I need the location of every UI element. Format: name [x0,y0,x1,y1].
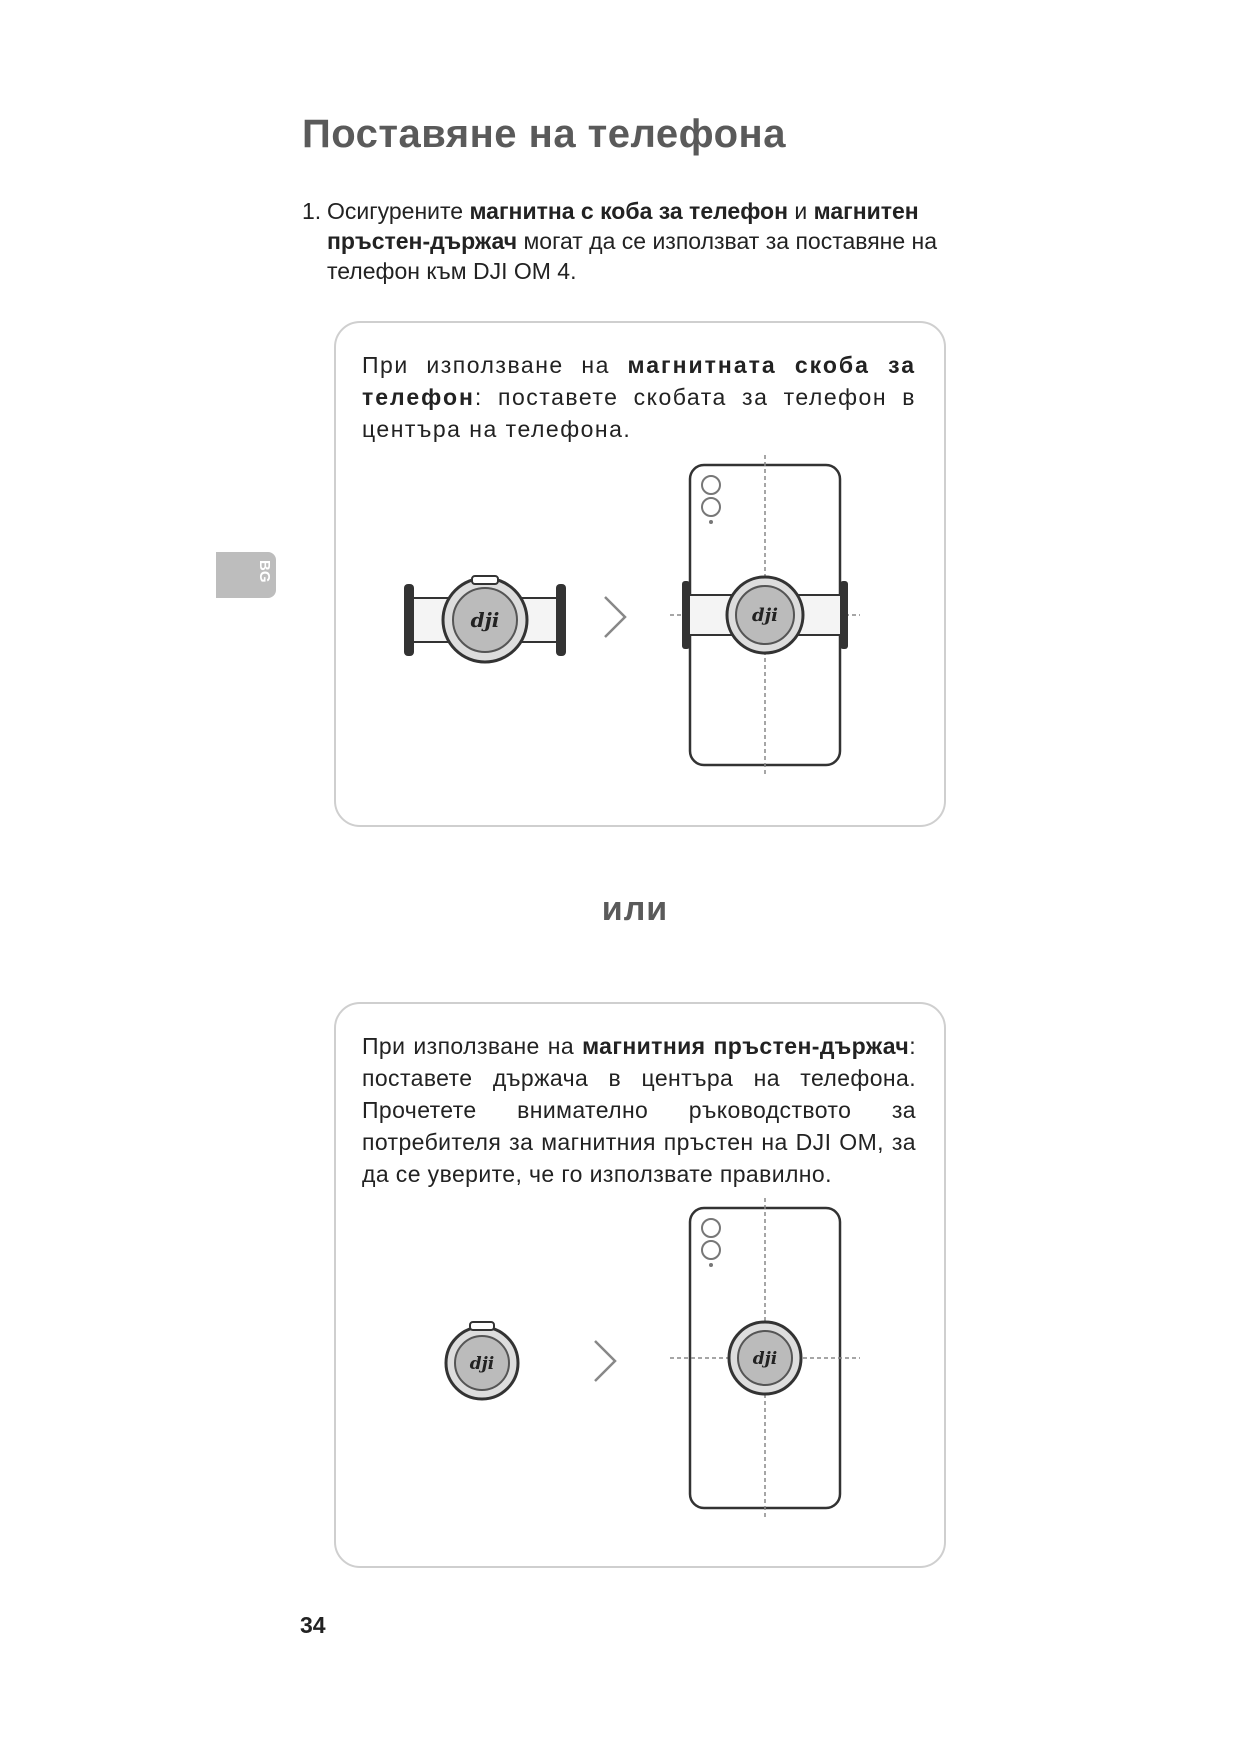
bold-term-magnetic-clamp: магнитната скоба за телефон [362,352,916,410]
page-number: 34 [300,1612,326,1638]
dji-logo: dji [752,605,778,626]
step-text: Осигурените магнитна с коба за телефон и магнитен пръстен-държач могат да се използват за поставяне на телефон към DJI OM 4. [327,198,938,284]
separator-or: или [601,890,669,928]
panel-1-text: При използване на магнитната скоба за телефон: поставете скобата за телефон в центъра на телефона. [362,352,916,442]
dji-logo: dji [469,1354,495,1374]
bold-term-magnetic-ring: магнитния пръстен-държач [582,1033,910,1059]
arrow-right-icon [590,1336,620,1386]
language-tab-label: BG [256,560,273,583]
phone-with-ring-illustration [670,1198,860,1518]
clamp-illustration [400,570,570,670]
step-1 [302,196,952,286]
dji-logo: dji [752,1349,778,1369]
ring-holder-illustration [440,1318,524,1402]
phone-with-clamp-illustration [670,455,860,775]
dji-logo: dji [470,608,500,632]
bold-term-phone-clamp: магнитна с коба за телефон [469,198,788,224]
arrow-right-icon [600,592,630,642]
bold-term-ring-holder: магнитен пръстен-държач [327,198,919,254]
language-tab [216,552,276,598]
panel-2-text: При използване на магнитния пръстен-държач: поставете държача в центъра на телефона. Прочетете внимателно ръководството за потребителя за магнитния пръстен на DJI OM, за да се уверите, че го използвате правилно. [362,1033,916,1187]
page-title: Поставяне на телефона [302,112,786,156]
step-number: 1. [302,198,322,224]
